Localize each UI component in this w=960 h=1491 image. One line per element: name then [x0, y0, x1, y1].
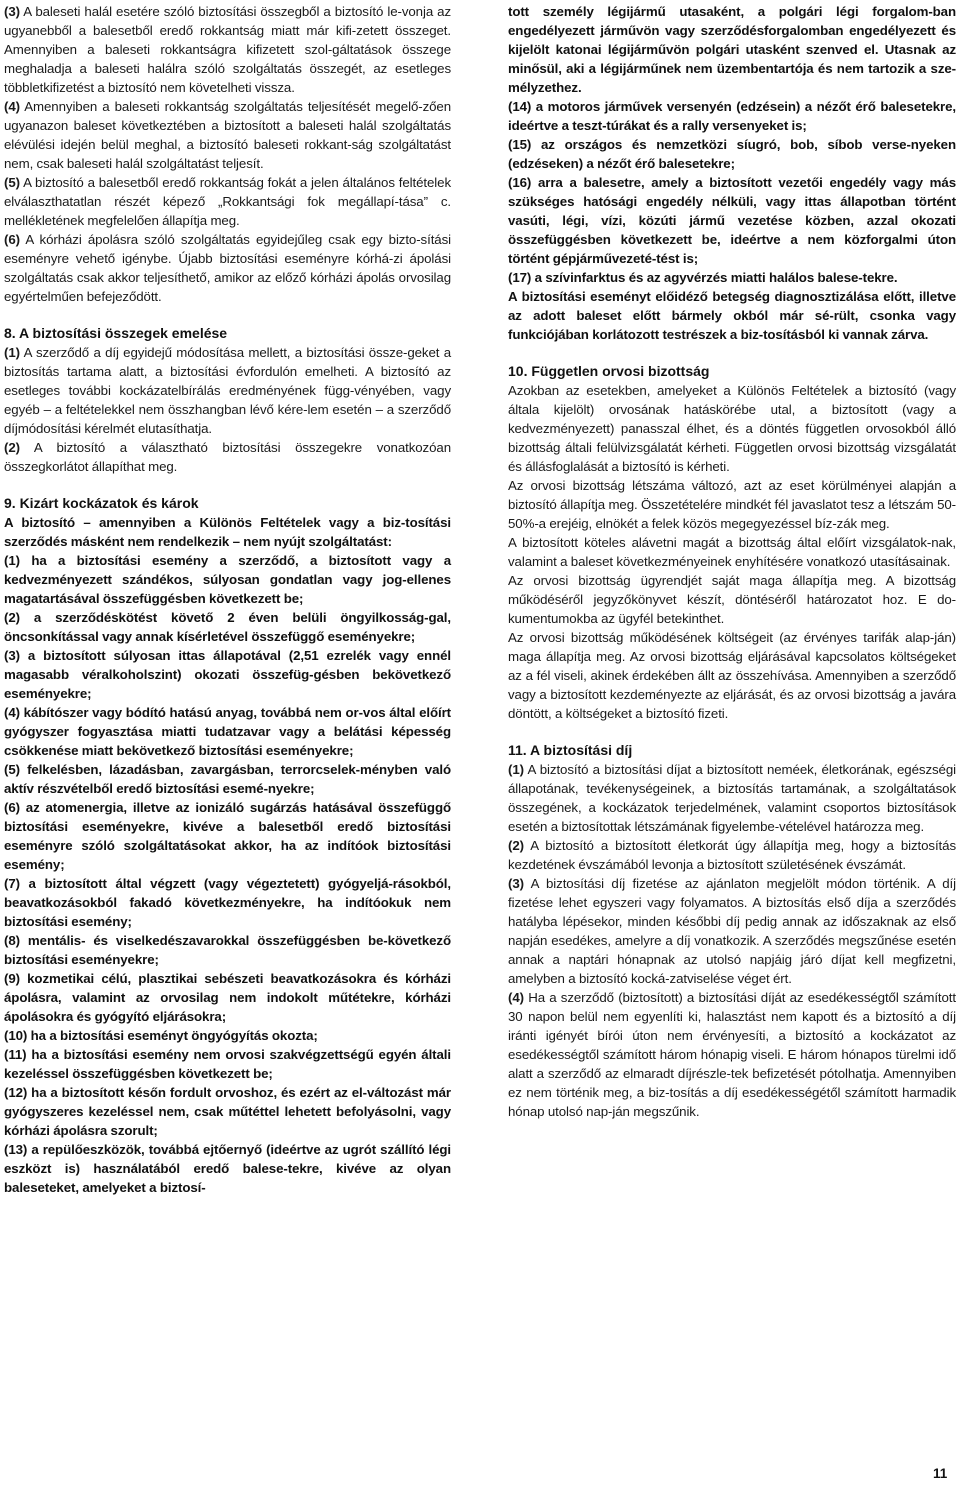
exclusion-item: (14) a motoros járművek versenyén (edzésein) a nézőt érő balesetekre, ideértve a teszt-túrákat és a rally versenyeket is; [508, 99, 956, 133]
paragraph-s11-2: (2) A biztosító a biztosított életkorát úgy állapítja meg, hogy a biztosítás kezdetének évszámából levonja a biztosított születésének évszámát. [508, 838, 956, 872]
left-column [4, 2, 451, 1197]
exclusion-item: (16) arra a balesetre, amely a biztosított vezetői engedély vagy más szükséges hatósági engedély nélküli, vagy ittas állapotban történt vasúti, légi, vízi, közúti jármű vezetése közben, azzal okozati összefüggésben következett be, ideértve a nem közforgalmi úton történt gépjárművezeté-tést is; [508, 175, 956, 266]
right-column [508, 2, 956, 1121]
exclusion-item: (11) ha a biztosítási esemény nem orvosi szakvégzettségű egyén általi kezeléssel összefüggésben következett be; [4, 1047, 451, 1081]
paragraph-s11-3: (3) A biztosítási díj fizetése az ajánlaton megjelölt módon történik. A díj fizetése lehet egyszeri vagy folyamatos. A biztosítás első díja a szerződés hatályba lépésekor, minden későbbi díj pedig annak az időszaknak az első napján esedékes, amelyre a díj vonatkozik. A szerződés megszűnése esetén annak a naptári hónapnak az utolsó napjáig járó díjat kell megfizetni, amelyben a biztosító kocká-zatviselése véget ért. [508, 876, 956, 986]
section-8-heading: 8. A biztosítási összegek emelése [4, 325, 228, 341]
exclusion-item-continued: tott személy légijármű utasaként, a polgári légi forgalom-ban engedélyezett járművön vagy szerződésforgalomban engedélyezett és kijelölt katonai légijárművön polgári utasként szenved el. Utasnak az minősül, aki a légijárműnek nem üzembentartója és nem tartozik a sze-mélyzethez. [508, 4, 956, 95]
exclusion-item: (15) az országos és nemzetközi síugró, bob, síbob verse-nyeken (edzéseken) a nézőt érő balesetekre; [508, 137, 956, 171]
section-9-intro: A biztosító – amennyiben a Különös Feltételek vagy a biz-tosítási szerződés másként nem rendelkezik – nem nyújt szolgáltatást: [4, 515, 451, 549]
paragraph-s11-4: (4) Ha a szerződő (biztosított) a biztosítási díját az esedékességtől számított 30 napon belül nem egyenlíti ki, halasztást nem kapott és a biztosító a díj iránti igényét bírói úton nem érvényesíti, a biztosító a kockázatot az esedékességtől számított három hónapig viseli. E három hónapos türelmi idő alatt a szerződő az elmaradt díjrészle-tek befizetését pótolhatja. Amennyiben ez nem történik meg, a biz-tosítás a díj esedékességétől számított harmadik hónap utolsó nap-ján megszűnik. [508, 990, 956, 1119]
exclusion-item: (3) a biztosított súlyosan ittas állapotával (2,51 ezrelék vagy ennél magasabb véralkoholszint) okozati összefüg-gésben bekövetkező eseményekre; [4, 648, 451, 701]
paragraph-s11-1: (1) A biztosító a biztosítási díjat a biztosított neméek, életkorának, egészségi állapotának, tevékenységeinek, a biztosítás tartamának, a szolgáltatások összegének, a kockázatok terjedelmének, valamint csoportos biztosítások esetén a biztosítottak létszámának figyelembe-vételével határozza meg. [508, 762, 956, 834]
page-number: 11 [933, 1466, 948, 1481]
paragraph-s8-2: (2) A biztosító a választható biztosítási összegekre vonatkozóan összegkorlátot állapíthat meg. [4, 440, 451, 474]
exclusion-item: (10) ha a biztosítási eseményt öngyógyítás okozta; [4, 1028, 318, 1043]
exclusion-note: A biztosítási eseményt előidéző betegség diagnosztizálása előtt, illetve az adott baleset előtt bármely okból már sé-rült, csonka vagy funkciójában korlátozott testrészek a biz-tosításból ki vannak zárva. [508, 289, 956, 342]
paragraph-s10: Az orvosi bizottság működésének költségeit (az érvényes tarifák alap-ján) maga állapítja meg. Az orvosi bizottság eljárásával kapcsolatos költségeket az a fél viseli, akinek érdekében állt az összehívása. Amennyiben a szerződő vagy a biztosított kezdeményezte az eljárását, és az orvosi bizottság a javára döntött, a költségeket a biztosító fizeti. [508, 630, 956, 721]
exclusion-item: (5) felkelésben, lázadásban, zavargásban, terrorcselek-ményben való aktív részvételből eredő biztosítási esemé-nyekre; [4, 762, 451, 796]
exclusion-item: (8) mentális- és viselkedészavarokkal összefüggésben be-következő biztosítási eseményekre; [4, 933, 451, 967]
paragraph-s10: Azokban az esetekben, amelyeket a Különös Feltételek a biztosító (vagy általa kijelölt) orvosának hatáskörébe utal, a biztosított (vagy a kedvezményezett) panasszal élhet, és a döntés független orvosokból álló bizottság általi felülvizsgálatát kérheti. Független orvosi bizottság vizsgálatát és állásfoglalását a biztosító is kérheti. [508, 383, 956, 474]
paragraph-s7-3: (3) A baleseti halál esetére szóló biztosítási összegből a biztosító le-vonja az ugyanebből a balesetből eredő rokkantság miatt már kifi-zetett összeget. Amennyiben a baleseti rokkantságra kifizetett szol-gáltatások összege meghaladja a baleseti halálra szóló szolgáltatás összegét, az esetleges többletkifizetést a biztosító nem követelheti vissza. [4, 4, 451, 95]
paragraph-s10: Az orvosi bizottság létszáma változó, azt az eset körülményei alapján a biztosító állapítja meg. Összetételére mindkét fél javaslatot tesz a létszám 50-50%-a erejéig, elnökét a felek közös megegyezéssel bíz-zák meg. [508, 478, 956, 531]
section-10-heading: 10. Független orvosi bizottság [508, 363, 710, 379]
exclusion-item: (12) ha a biztosított későn fordult orvoshoz, és ezért az el-változást már gyógyszeres kezeléssel nem, csak műtéttel lehetett befolyásolni, vagy kórházi ápolásra szorult; [4, 1085, 451, 1138]
paragraph-s8-1: (1) A szerződő a díj egyidejű módosítása mellett, a biztosítási össze-geket a biztosítás tartama alatt, a biztosítási évfordulón emelheti. A biztosító az esetleges további kockázatelbírálás eredményének függ-vényében, vagy egyéb – a feltételekkel nem összhangban lévő kére-lem esetén – a szerződő díjmódosítási kérelmét elutasíthatja. [4, 345, 451, 436]
section-11-heading: 11. A biztosítási díj [508, 742, 633, 758]
paragraph-s7-5: (5) A biztosító a balesetből eredő rokkantság fokát a jelen általános feltételek elválaszthatatlan részét képező „Rokkantsági fok megállapí-tása” c. mellékletének megfelelően állapítja meg. [4, 175, 451, 228]
paragraph-s7-4: (4) Amennyiben a baleseti rokkantság szolgáltatás teljesítését megelő-zően ugyanazon baleset következtében a biztosított a baleseti halál szolgáltatás elévülési idején belül meghal, a biztosító baleseti rokkant-ság szolgáltatást nem, csak baleseti halál szolgáltatást teljesít. [4, 99, 451, 171]
exclusion-item: (7) a biztosított által végzett (vagy végeztetett) gyógyeljá-rásokból, beavatkozásokból fakadó következményekre, ha indítóokuk nem biztosítási esemény; [4, 876, 451, 929]
paragraph-s7-6: (6) A kórházi ápolásra szóló szolgáltatás egyidejűleg csak egy bizto-sítási eseményre vehető igénybe. Újabb biztosítási eseményre kórhá-zi ápolási szolgáltatás csak akkor teljesíthető, amikor az előző kórházi ápolás orvosilag egyértelműen befejeződött. [4, 232, 451, 304]
exclusion-item: (1) ha a biztosítási esemény a szerződő, a biztosított vagy a kedvezményezett szándékos, súlyosan gondatlan vagy jog-ellenes magatartásával összefüggésben következett be; [4, 553, 451, 606]
exclusion-item: (4) kábítószer vagy bódító hatású anyag, továbbá nem or-vos által előírt gyógyszer fogyasztása miatti tudatzavar vagy a belátási képesség csökkenése miatt bekövetkező biztosítási eseményekre; [4, 705, 451, 758]
exclusion-item: (2) a szerződéskötést követő 2 éven belüli öngyilkosság-gal, öncsonkítással vagy annak kísérletével összefüggő eseményekre; [4, 610, 451, 644]
exclusion-item: (9) kozmetikai célú, plasztikai sebészeti beavatkozásokra és kórházi ápolásra, valamint az orvosilag nem indokolt műtétekre, kórházi ápolásokra és gyógyító eljárásokra; [4, 971, 451, 1024]
paragraph-s10: A biztosított köteles alávetni magát a bizottság által előírt vizsgálatok-nak, valamint a baleset következményeinek enyhítésére vonatkozó utasításainak. [508, 535, 956, 569]
exclusion-item: (17) a szívinfarktus és az agyvérzés miatti halálos balese-tekre. [508, 270, 898, 285]
section-9-heading: 9. Kizárt kockázatok és károk [4, 495, 199, 511]
paragraph-s10: Az orvosi bizottság ügyrendjét saját maga állapítja meg. A bizottság működéséről jegyzőkönyvet készít, döntéséről határozatot hoz. E do-kumentumokba az ügyfél betekinthet. [508, 573, 956, 626]
exclusion-item: (6) az atomenergia, illetve az ionizáló sugárzás hatásával összefüggő biztosítási eseményekre, kivéve a balesetből eredő biztosítási eseményre szóló szolgáltatásokat akkor, ha az indítóok biztosítási esemény; [4, 800, 451, 872]
exclusion-item: (13) a repülőeszközök, továbbá ejtőernyő (ideértve az ugrót szállító légi eszközt is) használatából eredő balese-tekre, kivéve az olyan baleseteket, amelyeket a biztosí- [4, 1142, 451, 1195]
